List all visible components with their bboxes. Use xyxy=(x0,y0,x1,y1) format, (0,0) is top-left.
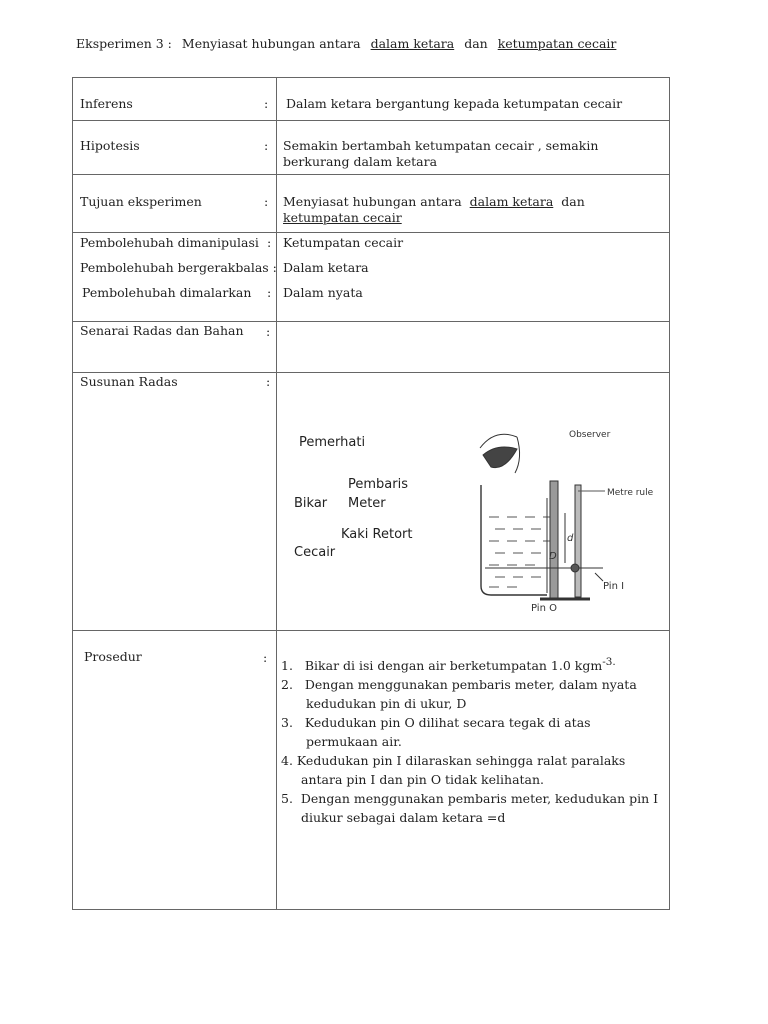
list-item xyxy=(281,713,666,751)
item-text: Kedudukan pin I dilaraskan sehingga ralat paralaks antara pin I dan pin O tidak kelihatan. xyxy=(296,753,626,788)
item-superscript: -3. xyxy=(602,656,616,668)
tujuan-text: Menyiasat hubungan antara xyxy=(283,194,462,209)
experiment-table xyxy=(72,77,670,910)
colon: : xyxy=(264,96,269,111)
dimanipulasi-label: Pembolehubah dimanipulasi xyxy=(80,235,259,250)
label-pemerhati: Pemerhati xyxy=(299,435,366,450)
eye-outline xyxy=(515,437,520,473)
item-text: Dengan menggunakan pembaris meter, dalam nyata kedudukan pin di ukur, D xyxy=(304,677,637,712)
label-cecair: Cecair xyxy=(294,545,336,560)
page-title xyxy=(76,36,616,51)
inferens-label: Inferens xyxy=(80,96,133,111)
bergerakbalas-value: Dalam ketara xyxy=(283,260,369,275)
eye-icon xyxy=(483,447,517,468)
colon: : xyxy=(264,138,269,153)
row-divider xyxy=(73,232,669,233)
beaker xyxy=(481,485,547,595)
list-item xyxy=(281,751,666,789)
colon: : xyxy=(266,374,271,389)
label-metre-rule: Metre rule xyxy=(607,488,654,498)
bergerakbalas-label: Pembolehubah bergerakbalas : xyxy=(80,260,277,275)
tujuan-term-1: dalam ketara xyxy=(469,194,554,209)
list-item xyxy=(281,675,666,713)
dimanipulasi-value: Ketumpatan cecair xyxy=(283,235,404,250)
row-divider xyxy=(73,120,669,121)
liquid xyxy=(489,517,551,587)
item-number: 5. xyxy=(281,791,293,807)
row-divider xyxy=(73,372,669,373)
item-number: 1. xyxy=(281,658,293,674)
colon: : xyxy=(267,285,272,300)
row-divider xyxy=(73,321,669,322)
hipotesis-label: Hipotesis xyxy=(80,138,140,153)
label-pin-i: Pin I xyxy=(603,581,625,592)
tujuan-label: Tujuan eksperimen xyxy=(80,194,202,209)
list-item xyxy=(281,789,666,827)
label-meter: Meter xyxy=(348,496,386,511)
item-number: 4. xyxy=(281,753,293,769)
apparatus-diagram xyxy=(285,423,655,623)
item-text: Bikar di isi dengan air berketumpatan 1.0 kgm xyxy=(304,658,603,674)
inferens-value: Dalam ketara bergantung kepada ketumpatan cecair xyxy=(286,96,623,111)
list-item xyxy=(281,653,666,675)
item-number: 3. xyxy=(281,715,293,731)
label-bikar: Bikar xyxy=(294,496,328,511)
colon: : xyxy=(263,650,268,665)
hipotesis-value: Semakin bertambah ketumpatan cecair , semakin berkurang dalam ketara xyxy=(283,138,599,169)
item-text: Kedudukan pin O dilihat secara tegak di atas permukaan air. xyxy=(304,715,591,750)
colon: : xyxy=(264,194,269,209)
column-divider xyxy=(276,78,277,909)
label-pin-o: Pin O xyxy=(531,603,557,614)
eye-brow xyxy=(480,434,517,448)
row-divider xyxy=(73,174,669,175)
dimalarkan-label: Pembolehubah dimalarkan xyxy=(82,285,252,300)
apparatus-sketch xyxy=(285,423,655,623)
dimalarkan-value: Dalam nyata xyxy=(283,285,363,300)
tujuan-term-2: ketumpatan cecair xyxy=(283,210,402,225)
pin-i-leader xyxy=(595,573,603,581)
metre-rule xyxy=(575,485,581,597)
label-observer: Observer xyxy=(569,430,611,440)
susunan-label: Susunan Radas xyxy=(80,374,178,389)
title-text: Menyiasat hubungan antara xyxy=(181,36,361,51)
tujuan-joiner: dan xyxy=(561,194,585,209)
item-text: Dengan menggunakan pembaris meter, kedudukan pin I diukur sebagai dalam ketara =d xyxy=(300,791,659,826)
colon: : xyxy=(267,235,272,250)
senarai-label: Senarai Radas dan Bahan xyxy=(80,323,244,338)
label-pembaris: Pembaris xyxy=(348,477,408,492)
pin-i-clamp xyxy=(571,564,579,572)
title-joiner: dan xyxy=(464,36,488,51)
retort-stand xyxy=(550,481,558,599)
label-kaki-retort: Kaki Retort xyxy=(341,527,413,542)
title-term-2: ketumpatan cecair xyxy=(497,36,617,51)
label-d-small: d xyxy=(567,533,574,544)
title-prefix: Eksperimen 3 : xyxy=(76,36,172,51)
prosedur-label: Prosedur xyxy=(84,649,142,664)
title-term-1: dalam ketara xyxy=(370,36,455,51)
row-divider xyxy=(73,630,669,631)
item-number: 2. xyxy=(281,677,293,693)
tujuan-value xyxy=(283,194,658,226)
label-D-big: D xyxy=(549,551,557,562)
colon: : xyxy=(266,324,271,339)
procedure-list xyxy=(281,653,666,827)
